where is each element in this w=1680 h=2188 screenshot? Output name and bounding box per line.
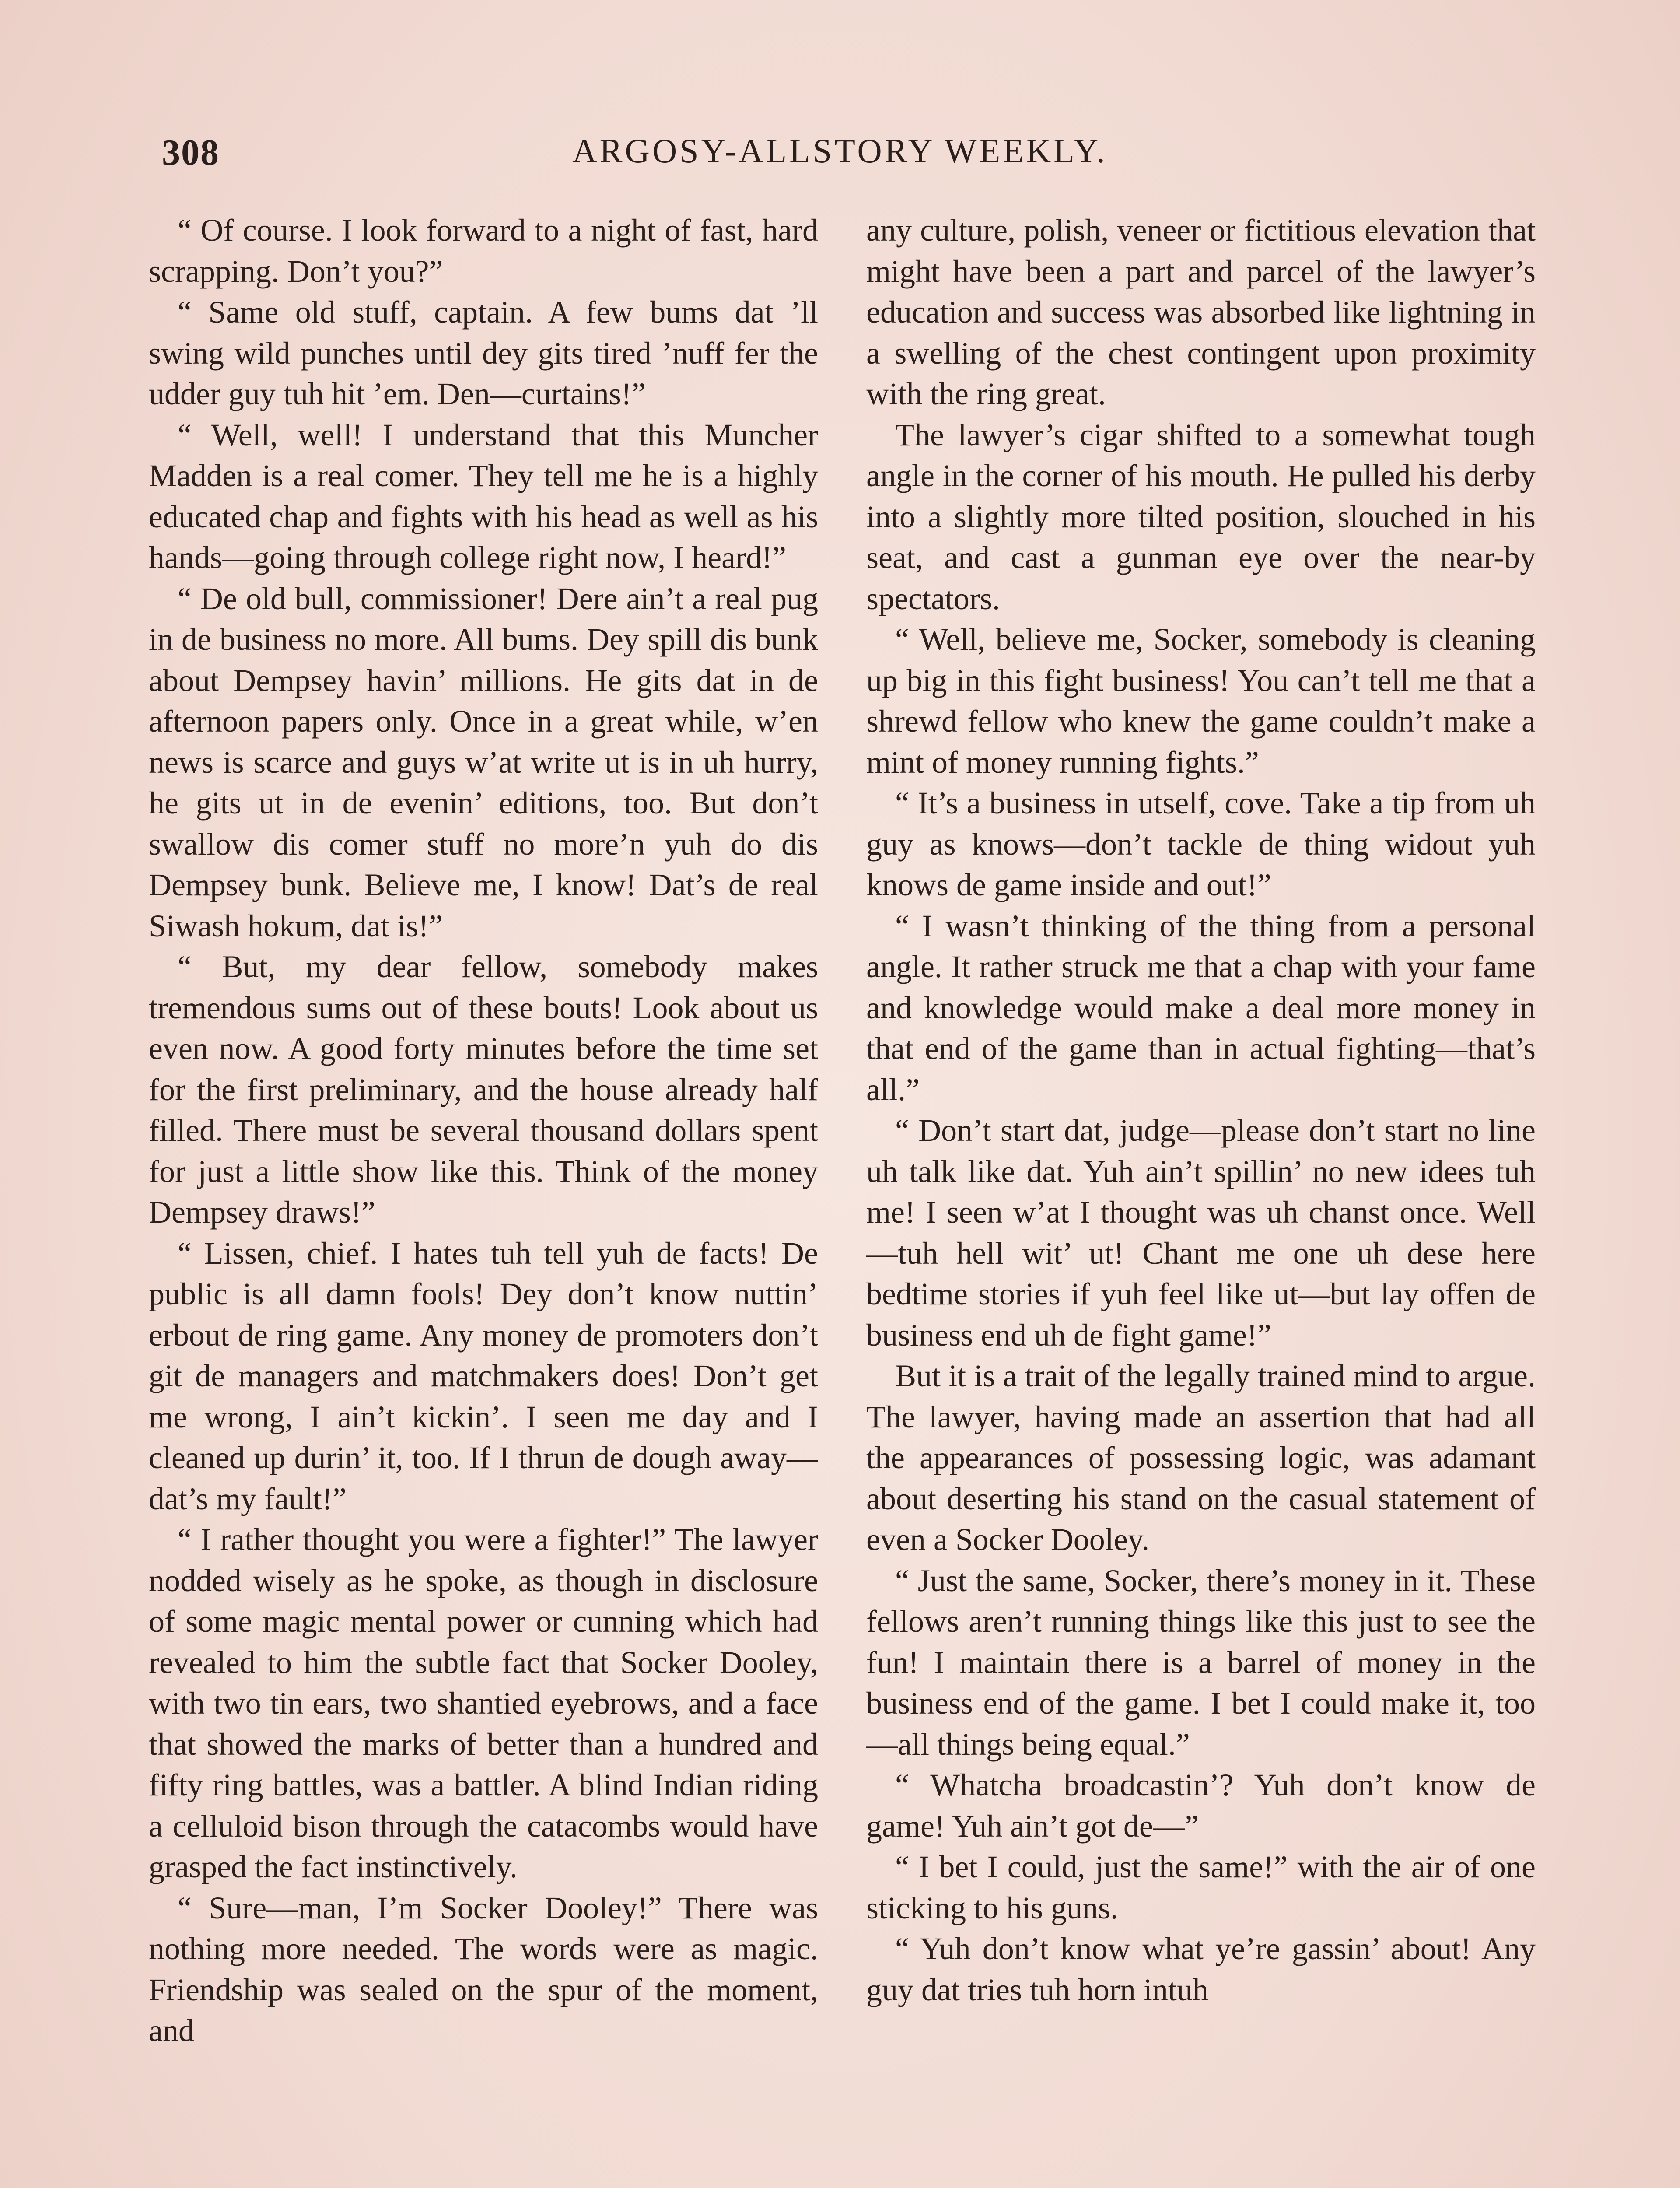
- paragraph: “ I bet I could, just the same!” with the air of one sticking to his guns.: [866, 1849, 1536, 1925]
- paragraph: “ Well, well! I understand that this Muncher Madden is a real comer. They tell me he is a highly educated chap and fights with his head as well as his hands—going through college right now, I heard!”: [149, 417, 818, 575]
- paragraph: “ Well, believe me, Socker, somebody is cleaning up big in this fight business! You can’t tell me that a shrewd fellow who knew the game couldn’t make a mint of money running fights.”: [866, 622, 1536, 780]
- page-number: 308: [162, 132, 220, 173]
- right-column: [866, 210, 1536, 2188]
- text-columns: [149, 210, 1536, 2188]
- paragraph: “ Of course. I look forward to a night of fast, hard scrapping. Don’t you?”: [149, 213, 818, 289]
- paragraph-continued: any culture, polish, veneer or fictitious elevation that might have been a part and parcel of the lawyer’s education and success was absorbed like lightning in a swelling of the chest contingent upon proximity with the ring great.: [866, 213, 1536, 411]
- paragraph: The lawyer’s cigar shifted to a somewhat tough angle in the corner of his mouth. He pulled his derby into a slightly more tilted position, slouched in his seat, and cast a gunman eye over the near-by spectators.: [866, 417, 1536, 616]
- running-title: ARGOSY-ALLSTORY WEEKLY.: [572, 132, 1108, 170]
- paragraph: “ It’s a business in utself, cove. Take a tip from uh guy as knows—don’t tackle de thing widout yuh knows de game inside and out!”: [866, 785, 1536, 902]
- paragraph: “ I rather thought you were a fighter!” The lawyer nodded wisely as he spoke, as though in disclosure of some magic mental power or cunning which had revealed to him the subtle fact that Socker Dooley, with two tin ears, two shantied eyebrows, and a face that showed the marks of better than a hundred and fifty ring battles, was a battler. A blind Indian riding a celluloid bison through the catacombs would have grasped the fact instinctively.: [149, 1522, 818, 1884]
- paragraph: “ I wasn’t thinking of the thing from a personal angle. It rather struck me that a chap with your fame and knowledge would make a deal more money in that end of the game than in actual fighting—that’s all.”: [866, 908, 1536, 1107]
- paragraph: “ De old bull, commissioner! Dere ain’t a real pug in de business no more. All bums. Dey spill dis bunk about Dempsey havin’ millions. He gits dat in de afternoon papers only. Once in a great while, w’en news is scarce and guys w’at write ut is in uh hurry, he gits ut in de evenin’ editions, too. But don’t swallow dis comer stuff no more’n yuh do dis Dempsey bunk. Believe me, I know! Dat’s de real Siwash hokum, dat is!”: [149, 581, 818, 943]
- paragraph: “ Sure—man, I’m Socker Dooley!” There was nothing more needed. The words were as magic. Friendship was sealed on the spur of the moment, and: [149, 1890, 818, 2048]
- paragraph: “ Don’t start dat, judge—please don’t start no line uh talk like dat. Yuh ain’t spillin’ no new idees tuh me! I seen w’at I thought was uh chanst once. Well—tuh hell wit’ ut! Chant me one uh dese here bedtime stories if yuh feel like ut—but lay offen de business end uh de fight game!”: [866, 1113, 1536, 1353]
- paragraph: “ Yuh don’t know what ye’re gassin’ about! Any guy dat tries tuh horn intuh: [866, 1931, 1536, 2007]
- page-header: [162, 131, 1518, 179]
- paragraph: But it is a trait of the legally trained mind to argue. The lawyer, having made an assertion that had all the appearances of possessing logic, was adamant about deserting his stand on the casual statement of even a Socker Dooley.: [866, 1358, 1536, 1557]
- paragraph: “ But, my dear fellow, somebody makes tremendous sums out of these bouts! Look about us even now. A good forty minutes before the time set for the first preliminary, and the house already half filled. There must be several thousand dollars spent for just a little show like this. Think of the money Dempsey draws!”: [149, 949, 818, 1230]
- paragraph: “ Lissen, chief. I hates tuh tell yuh de facts! De public is all damn fools! Dey don’t know nuttin’ erbout de ring game. Any money de promoters don’t git de managers and matchmakers does! Don’t get me wrong, I ain’t kickin’. I seen me day and I cleaned up durin’ it, too. If I thrun de dough away—dat’s my fault!”: [149, 1235, 818, 1516]
- left-column: [149, 210, 818, 2188]
- paragraph: “ Same old stuff, captain. A few bums dat ’ll swing wild punches until dey gits tired ’nuff fer the udder guy tuh hit ’em. Den—curtains!”: [149, 295, 818, 411]
- paragraph: “ Just the same, Socker, there’s money in it. These fellows aren’t running things like this just to see the fun! I maintain there is a barrel of money in the business end of the game. I bet I could make it, too—all things being equal.”: [866, 1563, 1536, 1762]
- paragraph: “ Whatcha broadcastin’? Yuh don’t know de game! Yuh ain’t got de—”: [866, 1767, 1536, 1844]
